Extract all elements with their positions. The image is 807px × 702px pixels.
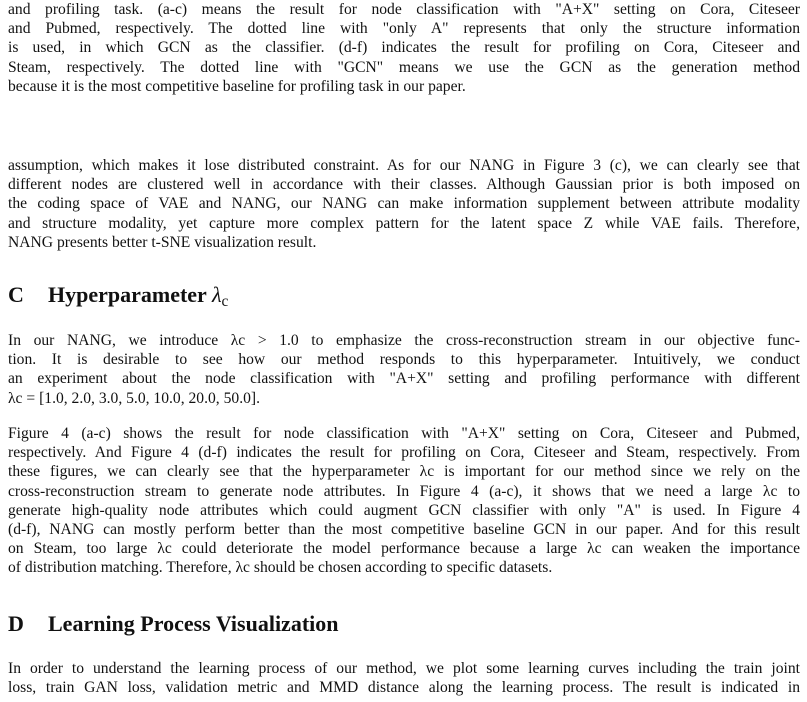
- paragraph-line: an experiment about the node classification with "A+X" setting and profiling performance with different: [8, 370, 800, 388]
- paragraph-line: these figures, we can clearly see that the hyperparameter λc is important for our method since we rely on the: [8, 463, 800, 481]
- paragraph-line: cross-reconstruction stream to generate node attributes. In Figure 4 (a-c), it shows that we need a large λc to: [8, 482, 800, 500]
- paragraph-c2: [8, 424, 800, 578]
- paragraph-line: on Steam, too large λc could deteriorate the model performance because a large λc can weaken the importance: [8, 540, 800, 558]
- caption-line: Steam, respectively. The dotted line with "GCN" means we use the GCN as the generation method: [8, 58, 800, 76]
- section-title: Learning Process Visualization: [48, 611, 339, 636]
- figure-caption: [8, 0, 800, 96]
- caption-line: and profiling task. (a-c) means the result for node classification with "A+X" setting on Cora, Citeseer: [8, 1, 800, 18]
- paragraph-line: In our NANG, we introduce λc > 1.0 to emphasize the cross-reconstruction stream in our objective func-: [8, 332, 800, 349]
- section-number: C: [8, 282, 24, 307]
- paragraph-d1: [8, 659, 800, 697]
- paragraph-line: and structure modality, yet capture more complex pattern for the latent space Z while VAE fails. Therefore,: [8, 214, 800, 232]
- caption-line: because it is the most competitive baseline for profiling task in our paper.: [8, 77, 466, 95]
- section-number: D: [8, 611, 24, 636]
- paragraph-line: assumption, which makes it lose distributed constraint. As for our NANG in Figure 3 (c), we can clearly see that: [8, 157, 800, 174]
- caption-line: and Pubmed, respectively. The dotted line with "only A" represents that only the structure information: [8, 20, 800, 38]
- paragraph-line: In order to understand the learning process of our method, we plot some learning curves including the train joint: [8, 660, 800, 677]
- paragraph-line: tion. It is desirable to see how our method responds to this hyperparameter. Intuitively, we conduct: [8, 351, 800, 369]
- section-title: Hyperparameter: [48, 282, 207, 307]
- paragraph-line: (d-f), NANG can mostly perform better than the most competitive baseline GCN in our paper. And for this result: [8, 521, 800, 539]
- paragraph-line: loss, train GAN loss, validation metric and MMD distance along the learning process. The result is indicated in: [8, 679, 800, 697]
- paragraph-tsne: [8, 156, 800, 252]
- paragraph-line: λc = [1.0, 2.0, 3.0, 5.0, 10.0, 20.0, 50.0].: [8, 389, 260, 407]
- section-heading-c: [8, 282, 228, 315]
- paragraph-line: of distribution matching. Therefore, λc should be chosen according to specific datasets.: [8, 559, 553, 577]
- paragraph-line: the coding space of VAE and NANG, our NANG can make information supplement between attribute modality: [8, 195, 800, 213]
- paragraph-c1: [8, 331, 800, 408]
- paragraph-line: NANG presents better t-SNE visualization result.: [8, 233, 317, 251]
- paragraph-line: Figure 4 (a-c) shows the result for node classification with "A+X" setting on Cora, Citeseer and Pubmed,: [8, 425, 800, 442]
- lambda-symbol: $\lambda_c$: [211, 282, 229, 310]
- paragraph-line: different nodes are clustered well in accordance with their classes. Although Gaussian prior is both imposed on: [8, 176, 800, 194]
- caption-line: is used, in which GCN as the classifier. (d-f) indicates the result for profiling on Cora, Citeseer and: [8, 39, 800, 57]
- section-heading-d: [8, 611, 339, 637]
- paragraph-line: respectively. And Figure 4 (d-f) indicates the result for profiling on Cora, Citeseer and Steam, respectively. From: [8, 444, 800, 462]
- paragraph-line: generate high-quality node attributes which could augment GCN classifier with only "A" is used. In Figure 4: [8, 501, 800, 519]
